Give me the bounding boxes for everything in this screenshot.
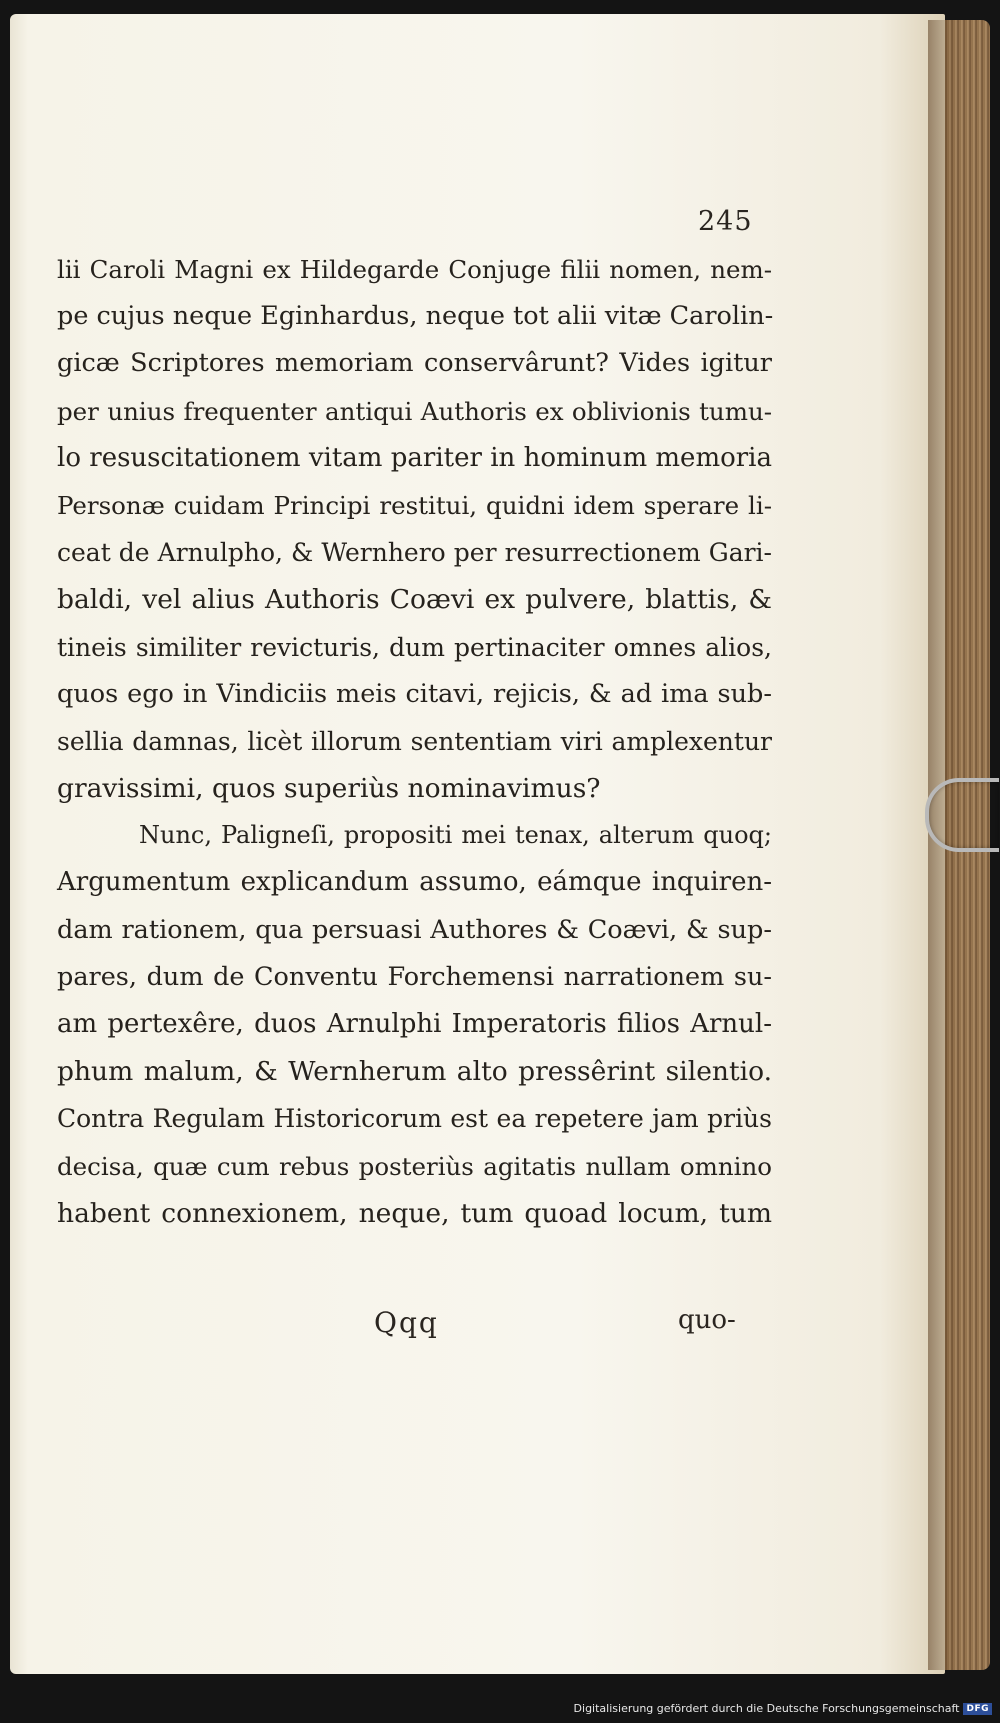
text-line-paragraph-start: Nunc, Paligneſi, propositi mei tenax, alterum quoq; <box>139 821 772 850</box>
footer-credit <box>574 1702 992 1715</box>
text-line: am pertexêre, duos Arnulphi Imperatoris filios Arnul- <box>57 1009 772 1039</box>
text-line: per unius frequenter antiqui Authoris ex oblivionis tumu- <box>57 396 772 426</box>
text-line: ceat de Arnulpho, & Wernhero per resurrectionem Gari- <box>57 538 772 568</box>
text-line: sellia damnas, licèt illorum sententiam viri amplexentur <box>57 726 772 756</box>
text-line: Contra Regulam Historicorum est ea repetere jam priùs <box>57 1104 772 1134</box>
text-line: quos ego in Vindiciis meis citavi, rejicis, & ad ima sub- <box>57 678 772 709</box>
text-line-paragraph-end: gravissimi, quos superiùs nominavimus? <box>57 773 601 805</box>
text-line: lo resuscitationem vitam pariter in hominum memoria <box>57 442 772 473</box>
page-number: 245 <box>698 206 753 237</box>
text-line: dam rationem, qua persuasi Authores & Coævi, & sup- <box>57 914 772 945</box>
text-line: gicæ Scriptores memoriam conservârunt? Vides igitur <box>57 348 772 379</box>
footer-credit-text: Digitalisierung gefördert durch die Deutsche Forschungsgemeinschaft <box>573 1702 960 1715</box>
text-line: Argumentum explicandum assumo, eámque inquiren- <box>57 867 772 898</box>
text-line: decisa, quæ cum rebus posteriùs agitatis nullam omnino <box>57 1151 772 1181</box>
text-line: habent connexionem, neque, tum quoad locum, tum <box>57 1197 772 1229</box>
text-line: pe cujus neque Eginhardus, neque tot alii vitæ Carolin- <box>57 301 774 332</box>
catchword: quo- <box>678 1305 736 1335</box>
text-line: baldi, vel alius Authoris Coævi ex pulvere, blattis, & <box>57 584 772 616</box>
text-line: Personæ cuidam Principi restitui, quidni idem sperare li- <box>57 490 772 520</box>
dfg-logo: DFG <box>963 1703 992 1715</box>
text-line: tineis similiter revicturis, dum pertinaciter omnes alios, <box>57 632 772 662</box>
text-line: lii Caroli Magni ex Hildegarde Conjuge filii nomen, nem- <box>57 255 772 284</box>
text-line: phum malum, & Wernherum alto pressêrint silentio. <box>57 1056 772 1088</box>
paper-clip <box>925 778 999 852</box>
text-line: pares, dum de Conventu Forchemensi narrationem su- <box>57 961 772 992</box>
signature-mark: Qqq <box>374 1306 439 1339</box>
body-text <box>57 246 772 1237</box>
